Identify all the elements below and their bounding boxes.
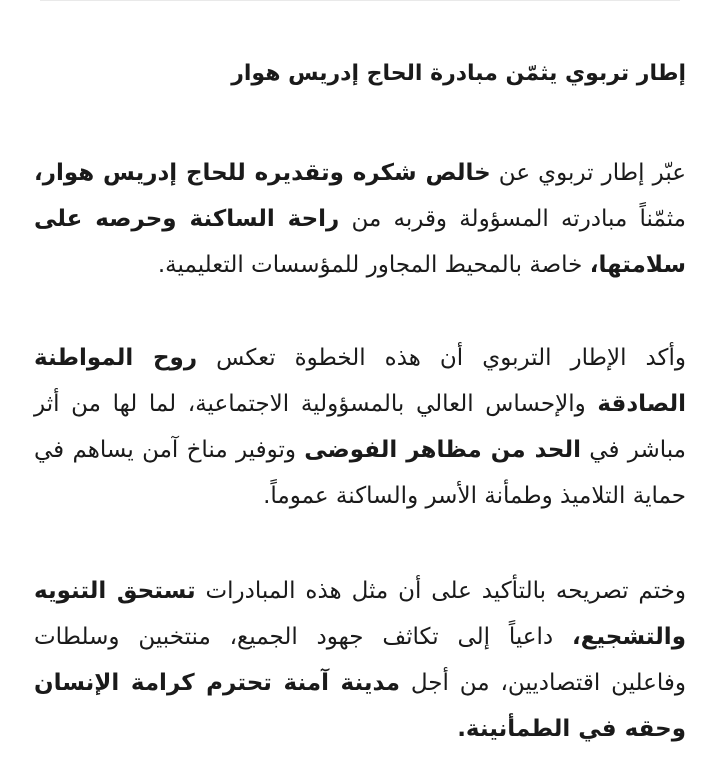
paragraph-1-text: عبّر إطار تربوي عن [490, 160, 686, 186]
paragraph-3-highlight: تستحق التنويه والتشجيع، [34, 578, 686, 650]
paragraph-1-highlight: راحة الساكنة وحرصه على سلامتها، [34, 206, 686, 278]
paragraph-3-text: وختم تصريحه بالتأكيد على أن مثل هذه المبادرات [195, 578, 686, 604]
paragraph-2-highlight: روح المواطنة الصادقة [34, 345, 686, 417]
paragraph-2-text: والإحساس العالي بالمسؤولية الاجتماعية، لما لها من أثر مباشر في [34, 391, 686, 463]
paragraph-1-text: خاصة بالمحيط المجاور للمؤسسات التعليمية. [157, 252, 590, 278]
paragraph-3-text: داعياً إلى تكاثف جهود الجميع، منتخبين وسلطات وفاعلين اقتصاديين، من أجل [34, 624, 686, 696]
paragraph-2-highlight: الحد من مظاهر الفوضى [304, 437, 582, 463]
article-title: إطار تربوي يثمّن مبادرة الحاج إدريس هوار [231, 61, 686, 86]
paragraph-2-text: وتوفير مناخ آمن يساهم في حماية التلاميذ وطمأنة الأسر والساكنة عموماً. [34, 437, 686, 509]
paragraph-1 [34, 150, 686, 288]
paragraph-2-text: وأكد الإطار التربوي أن هذه الخطوة تعكس [197, 345, 686, 371]
paragraph-1-text: مثمّناً مبادرته المسؤولة وقربه من [339, 206, 687, 232]
paragraph-1-highlight: خالص شكره وتقديره للحاج إدريس هوار، [34, 160, 491, 186]
paragraph-3-highlight: مدينة آمنة تحترم كرامة الإنسان وحقه في الطمأنينة. [34, 670, 686, 742]
paragraph-3 [34, 568, 686, 752]
paragraph-2 [34, 335, 686, 519]
